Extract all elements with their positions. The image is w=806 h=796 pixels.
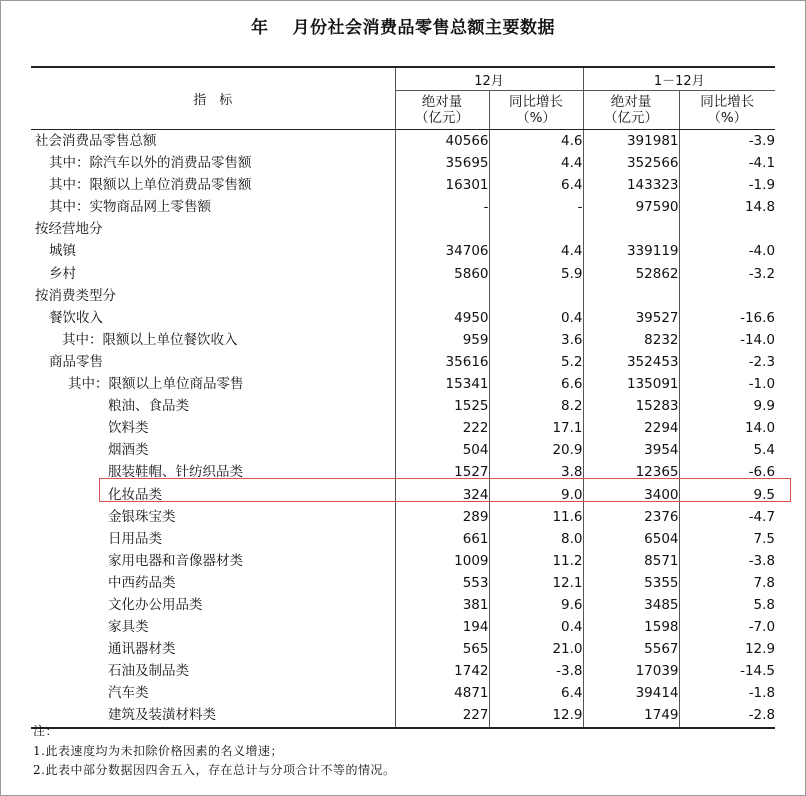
cell-yoy-month: 8.0 <box>489 528 583 550</box>
cell-yoy-month: -3.8 <box>489 660 583 682</box>
cell-yoy-ytd: -3.9 <box>679 130 775 153</box>
table-row <box>31 263 775 285</box>
cell-abs-month: 661 <box>395 528 489 550</box>
header-yoy-ytd <box>679 91 775 130</box>
cell-abs-month: 34706 <box>395 240 489 262</box>
note-item: 1.此表速度均为未扣除价格因素的名义增速； <box>33 743 283 758</box>
cell-abs-ytd: 339119 <box>583 240 679 262</box>
cell-abs-ytd: 5567 <box>583 638 679 660</box>
cell-abs-month: 565 <box>395 638 489 660</box>
row-label: 家具类 <box>108 619 149 636</box>
cell-yoy-month: 8.2 <box>489 395 583 417</box>
table-row <box>31 660 775 682</box>
cell-abs-ytd: 135091 <box>583 373 679 395</box>
cell-abs-month: 5860 <box>395 263 489 285</box>
cell-yoy-ytd: -6.6 <box>679 461 775 483</box>
table-row <box>31 461 775 483</box>
cell-abs-month: 16301 <box>395 174 489 196</box>
page-title <box>0 13 806 38</box>
table-row <box>31 373 775 395</box>
cell-abs-month: 4950 <box>395 307 489 329</box>
notes-heading: 注： <box>33 724 59 738</box>
row-label: 饮料类 <box>108 420 149 437</box>
table-row <box>31 417 775 439</box>
cell-yoy-ytd: 5.8 <box>679 594 775 616</box>
cell-abs-month: 194 <box>395 616 489 638</box>
table-row <box>31 307 775 329</box>
cell-abs-month <box>395 285 489 307</box>
cell-yoy-month: 20.9 <box>489 439 583 461</box>
cell-yoy-month: 6.4 <box>489 174 583 196</box>
cell-yoy-ytd: 9.9 <box>679 395 775 417</box>
row-label: 中西药品类 <box>108 574 176 591</box>
cell-yoy-ytd: 7.5 <box>679 528 775 550</box>
cell-abs-month: 504 <box>395 439 489 461</box>
cell-yoy-month: 5.9 <box>489 263 583 285</box>
cell-yoy-month: 12.9 <box>489 704 583 727</box>
cell-yoy-month: 6.6 <box>489 373 583 395</box>
cell-abs-ytd: 15283 <box>583 395 679 417</box>
row-label: 城镇 <box>49 243 76 260</box>
header-abs-month-label: 绝对量 <box>421 94 463 110</box>
cell-yoy-ytd: -14.0 <box>679 329 775 351</box>
row-label: 日用品类 <box>108 530 162 547</box>
cell-abs-month: 1742 <box>395 660 489 682</box>
cell-abs-ytd: 52862 <box>583 263 679 285</box>
table-row <box>31 572 775 594</box>
cell-yoy-ytd: -2.3 <box>679 351 775 373</box>
cell-abs-ytd: 8571 <box>583 550 679 572</box>
cell-abs-month: 35695 <box>395 152 489 174</box>
cell-yoy-ytd: -16.6 <box>679 307 775 329</box>
cell-abs-month: 381 <box>395 594 489 616</box>
cell-yoy-month: 21.0 <box>489 638 583 660</box>
header-abs-ytd <box>583 91 679 130</box>
retail-sales-table <box>31 66 775 729</box>
cell-yoy-month: 12.1 <box>489 572 583 594</box>
cell-yoy-month <box>489 218 583 240</box>
row-label: 服装鞋帽、针纺织品类 <box>108 464 243 481</box>
table-row <box>31 174 775 196</box>
cell-yoy-ytd: -4.1 <box>679 152 775 174</box>
table-row <box>31 550 775 572</box>
cell-yoy-ytd: -1.9 <box>679 174 775 196</box>
cell-yoy-month: 0.4 <box>489 616 583 638</box>
cell-yoy-month: 11.2 <box>489 550 583 572</box>
row-label: 按消费类型分 <box>35 287 116 304</box>
cell-yoy-month <box>489 285 583 307</box>
cell-abs-ytd: 97590 <box>583 196 679 218</box>
cell-abs-month: 289 <box>395 506 489 528</box>
cell-abs-ytd: 8232 <box>583 329 679 351</box>
cell-abs-month: 222 <box>395 417 489 439</box>
row-label: 烟酒类 <box>108 442 149 459</box>
cell-yoy-ytd: 5.4 <box>679 439 775 461</box>
cell-abs-ytd: 391981 <box>583 130 679 153</box>
header-yoy-month-label: 同比增长 <box>509 94 563 110</box>
cell-abs-ytd: 352566 <box>583 152 679 174</box>
header-group-month: 12月 <box>395 67 583 91</box>
row-label: 社会消费品零售总额 <box>35 133 157 149</box>
table-row <box>31 351 775 373</box>
cell-abs-month: 4871 <box>395 682 489 704</box>
cell-yoy-ytd: 7.8 <box>679 572 775 594</box>
cell-abs-month: 959 <box>395 329 489 351</box>
table-row <box>31 285 775 307</box>
cell-abs-month: 324 <box>395 484 489 506</box>
cell-yoy-month: 11.6 <box>489 506 583 528</box>
table-row <box>31 682 775 704</box>
row-label: 按经营地分 <box>35 221 103 238</box>
cell-abs-ytd <box>583 285 679 307</box>
note-item: 2.此表中部分数据因四舍五入，存在总计与分项合计不等的情况。 <box>33 763 396 777</box>
table-body <box>31 130 775 728</box>
cell-abs-month: 1525 <box>395 395 489 417</box>
cell-abs-ytd: 3485 <box>583 594 679 616</box>
row-label: 建筑及装潢材料类 <box>31 704 395 727</box>
cell-abs-ytd: 143323 <box>583 174 679 196</box>
row-label: 家用电器和音像器材类 <box>108 552 243 569</box>
header-indicator: 指 标 <box>31 67 395 130</box>
table-row <box>31 395 775 417</box>
row-label: 其中：限额以上单位消费品零售额 <box>49 177 252 194</box>
cell-abs-ytd: 2294 <box>583 417 679 439</box>
row-label: 通讯器材类 <box>108 641 176 658</box>
table-row <box>31 506 775 528</box>
cell-abs-ytd: 39527 <box>583 307 679 329</box>
cell-abs-month: 1009 <box>395 550 489 572</box>
cell-yoy-ytd <box>679 218 775 240</box>
header-group-ytd: 1－12月 <box>583 67 775 91</box>
cell-abs-ytd: 2376 <box>583 506 679 528</box>
cell-abs-ytd: 12365 <box>583 461 679 483</box>
row-label: 汽车类 <box>108 685 149 702</box>
cell-abs-ytd: 1598 <box>583 616 679 638</box>
table-row <box>31 484 775 506</box>
cell-yoy-ytd: -4.0 <box>679 240 775 262</box>
title-text: 月份社会消费品零售总额主要数据 <box>292 18 555 38</box>
cell-yoy-ytd: 12.9 <box>679 638 775 660</box>
header-abs-ytd-unit: （亿元） <box>604 110 659 126</box>
cell-abs-month: 1527 <box>395 461 489 483</box>
cell-abs-month <box>395 218 489 240</box>
cell-yoy-month: 0.4 <box>489 307 583 329</box>
cell-abs-month: 15341 <box>395 373 489 395</box>
cell-abs-ytd: 39414 <box>583 682 679 704</box>
row-label: 文化办公用品类 <box>108 596 203 613</box>
row-label: 餐饮收入 <box>49 309 103 326</box>
cell-yoy-ytd <box>679 285 775 307</box>
cell-abs-ytd <box>583 218 679 240</box>
table-row <box>31 130 775 153</box>
cell-yoy-ytd: -7.0 <box>679 616 775 638</box>
table-row <box>31 439 775 461</box>
cell-yoy-month: 5.2 <box>489 351 583 373</box>
table-row <box>31 329 775 351</box>
cell-yoy-ytd: -2.8 <box>679 704 775 727</box>
row-label: 商品零售 <box>49 353 103 370</box>
cell-abs-ytd: 3954 <box>583 439 679 461</box>
row-label: 其中：除汽车以外的消费品零售额 <box>49 155 252 172</box>
cell-yoy-ytd: 14.0 <box>679 417 775 439</box>
cell-abs-ytd: 3400 <box>583 484 679 506</box>
cell-abs-ytd: 352453 <box>583 351 679 373</box>
cell-yoy-month: 9.0 <box>489 484 583 506</box>
cell-yoy-month: - <box>489 196 583 218</box>
row-label: 粮油、食品类 <box>108 398 189 415</box>
row-label: 化妆品类 <box>108 486 162 503</box>
cell-yoy-ytd: 14.8 <box>679 196 775 218</box>
cell-yoy-month: 4.4 <box>489 240 583 262</box>
cell-abs-month: - <box>395 196 489 218</box>
cell-abs-ytd: 5355 <box>583 572 679 594</box>
cell-yoy-ytd: -3.8 <box>679 550 775 572</box>
table-row <box>31 196 775 218</box>
cell-yoy-month: 9.6 <box>489 594 583 616</box>
table-row <box>31 240 775 262</box>
header-abs-month-unit: （亿元） <box>415 110 469 126</box>
row-label: 金银珠宝类 <box>108 508 176 525</box>
cell-abs-ytd: 1749 <box>583 704 679 727</box>
header-yoy-ytd-label: 同比增长 <box>700 94 755 110</box>
row-label: 其中：限额以上单位餐饮收入 <box>62 331 238 348</box>
cell-abs-month: 40566 <box>395 130 489 153</box>
cell-yoy-ytd: -1.8 <box>679 682 775 704</box>
header-yoy-ytd-unit: （%） <box>707 110 748 126</box>
header-yoy-month <box>489 91 583 130</box>
table-row <box>31 594 775 616</box>
cell-yoy-ytd: -3.2 <box>679 263 775 285</box>
table-row <box>31 528 775 550</box>
cell-abs-ytd: 17039 <box>583 660 679 682</box>
table-row <box>31 218 775 240</box>
cell-yoy-month: 6.4 <box>489 682 583 704</box>
cell-yoy-ytd: -1.0 <box>679 373 775 395</box>
cell-yoy-ytd: 9.5 <box>679 484 775 506</box>
cell-abs-month: 227 <box>395 704 489 727</box>
header-yoy-month-unit: （%） <box>516 110 556 126</box>
cell-yoy-month: 17.1 <box>489 417 583 439</box>
cell-yoy-month: 3.6 <box>489 329 583 351</box>
table-row <box>31 638 775 660</box>
row-label: 其中：实物商品网上零售额 <box>49 199 211 216</box>
header-abs-month <box>395 91 489 130</box>
row-label: 石油及制品类 <box>108 663 189 680</box>
notes <box>33 722 395 781</box>
cell-abs-ytd: 6504 <box>583 528 679 550</box>
row-label: 乡村 <box>49 265 76 282</box>
cell-yoy-month: 3.8 <box>489 461 583 483</box>
table-row <box>31 616 775 638</box>
cell-yoy-month: 4.4 <box>489 152 583 174</box>
cell-yoy-ytd: -4.7 <box>679 506 775 528</box>
cell-abs-month: 553 <box>395 572 489 594</box>
header-abs-ytd-label: 绝对量 <box>610 94 652 110</box>
cell-yoy-ytd: -14.5 <box>679 660 775 682</box>
table-row <box>31 152 775 174</box>
title-year: 年 <box>251 18 269 38</box>
row-label: 其中：限额以上单位商品零售 <box>68 376 244 393</box>
cell-abs-month: 35616 <box>395 351 489 373</box>
cell-yoy-month: 4.6 <box>489 130 583 153</box>
